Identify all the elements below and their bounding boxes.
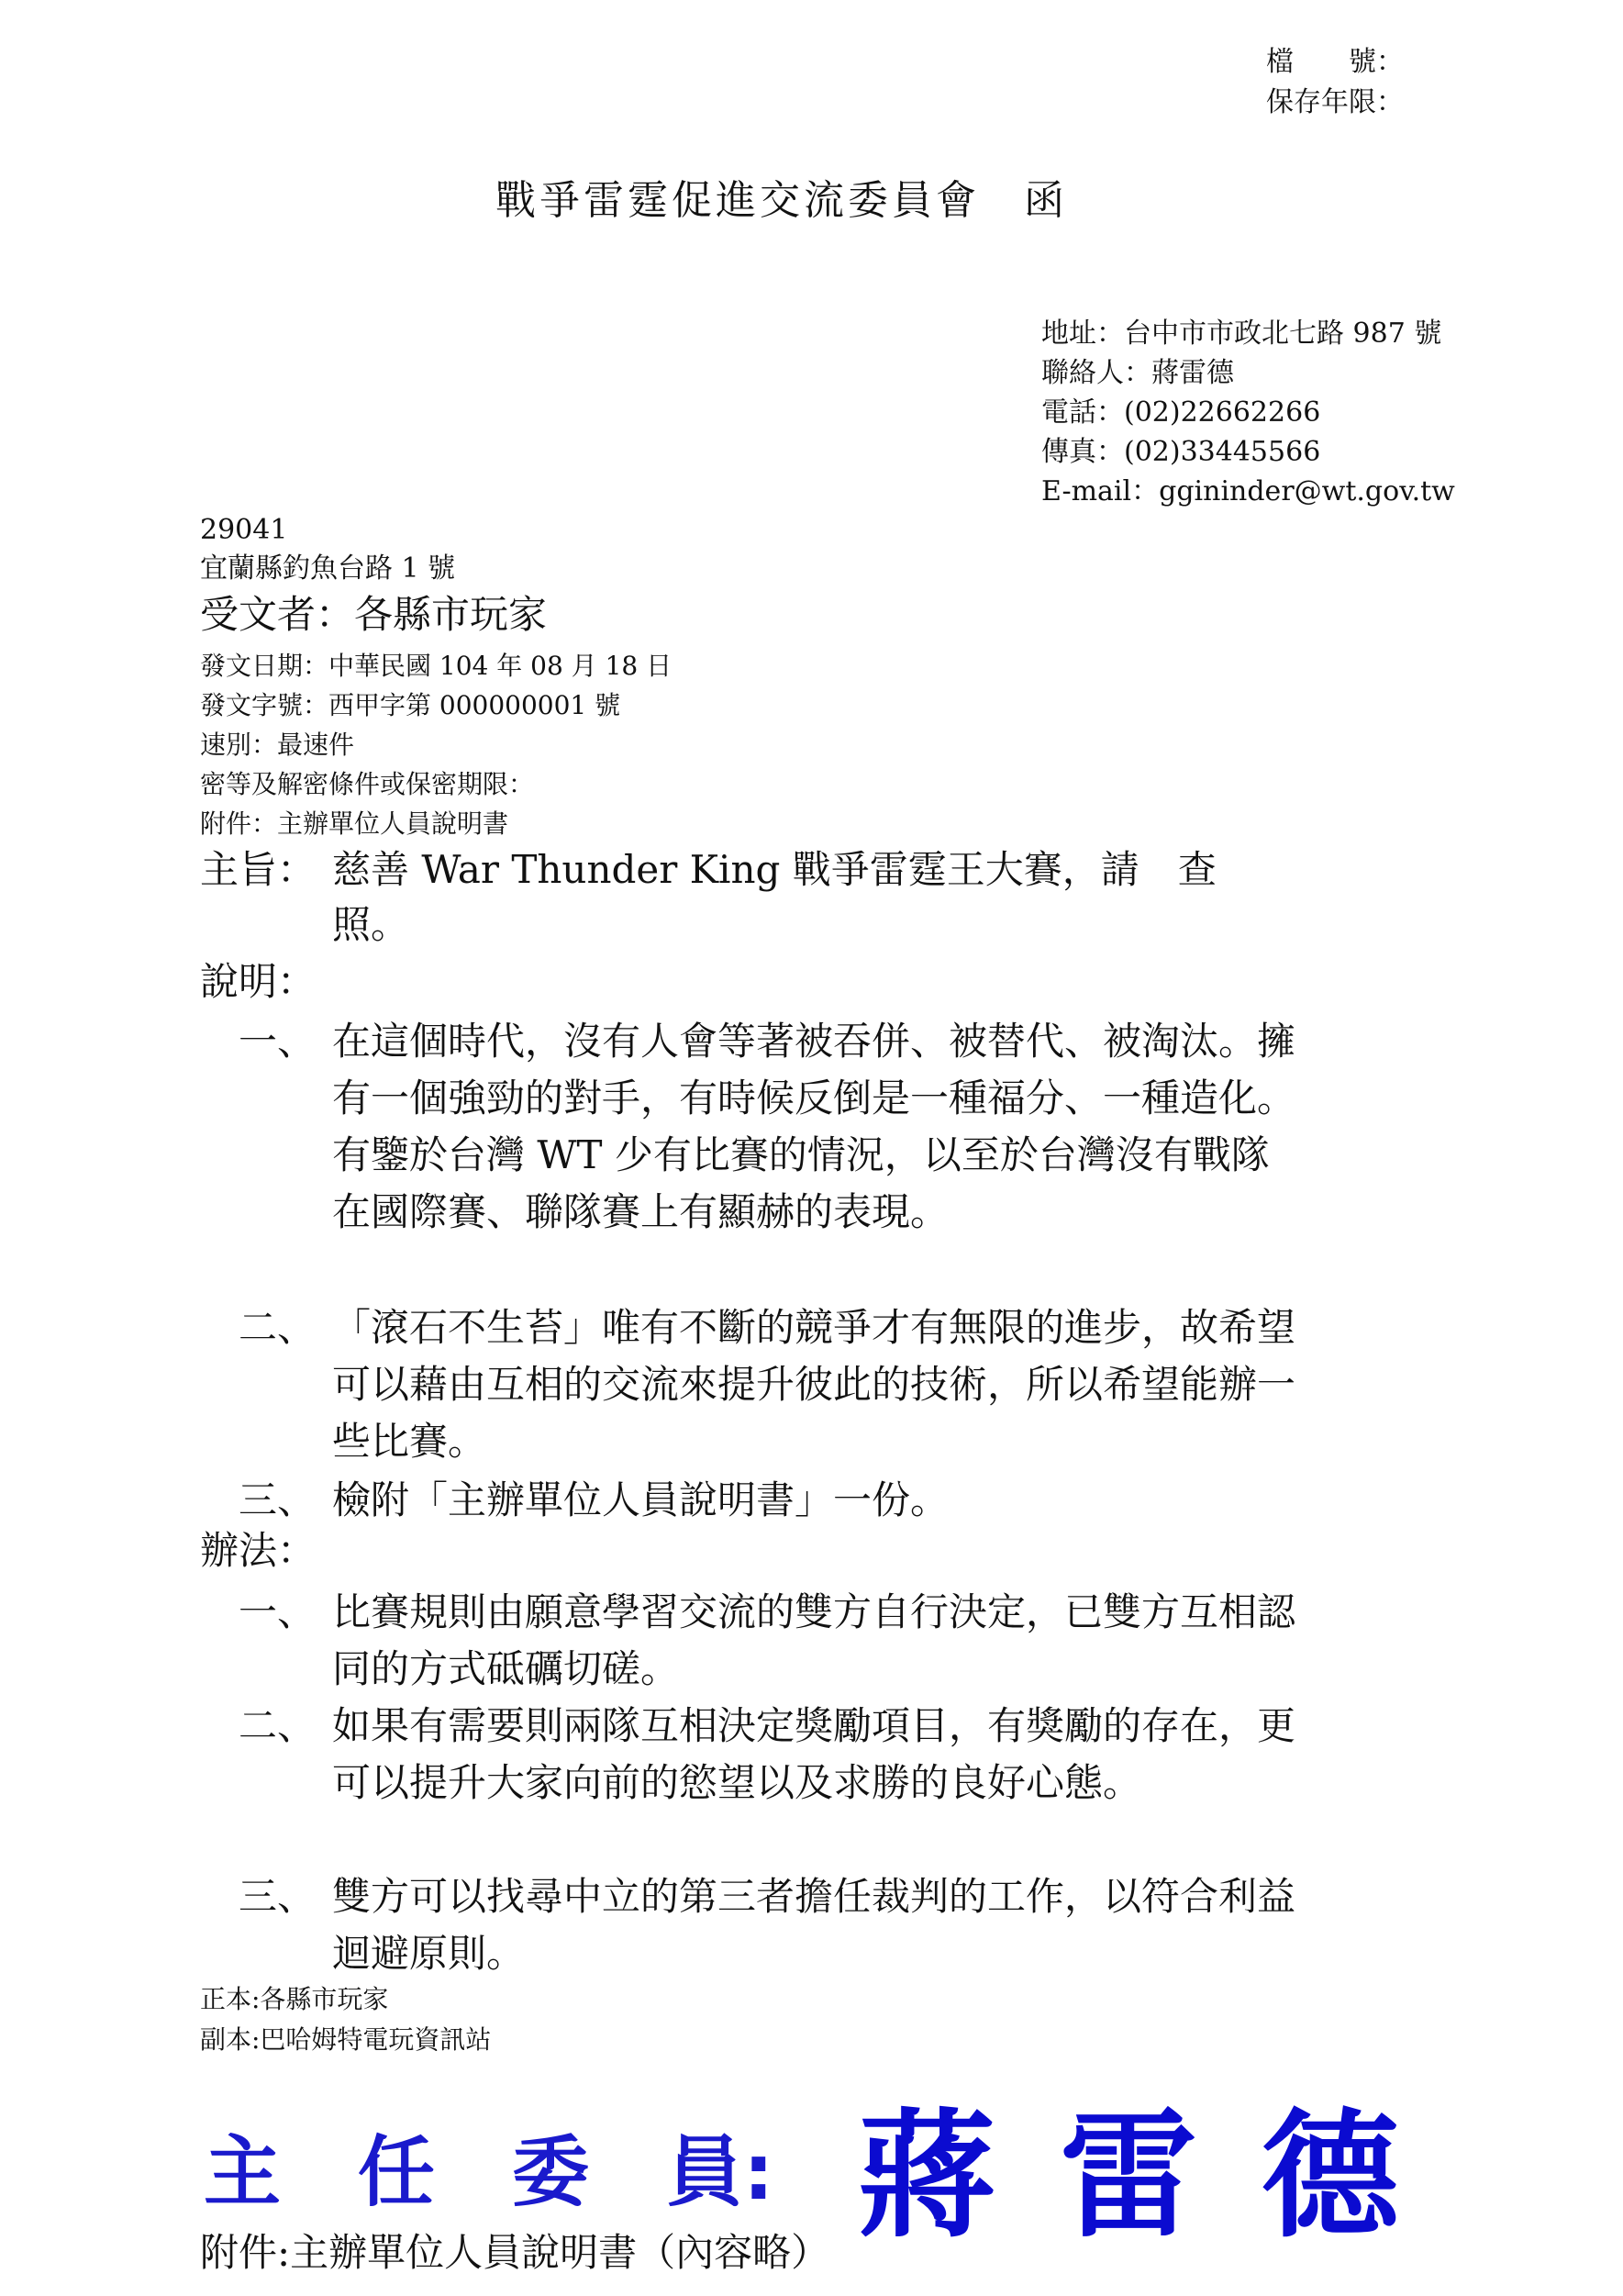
item-text: 檢附「主辦單位人員說明書」一份。 [332,1477,950,1522]
subject-label: 主旨： [200,847,317,892]
footer-attachment: 附件:主辦單位人員說明書（內容略） [200,2230,830,2275]
file-number-label: 檔 號： [1266,46,1404,78]
method-heading: 辦法： [200,1528,317,1573]
document-title: 戰爭雷霆促進交流委員會 函 [495,177,1068,224]
explanation-item-1 [239,1013,1295,1241]
recipient-to: 受文者：各縣市玩家 [200,592,548,637]
item-number: 一、 [239,1019,317,1064]
sender-fax: 傳真：(02)33445566 [1041,436,1321,468]
original-recipient: 正本:各縣市玩家 [200,1984,389,2014]
item-text: 「滾石不生苔」唯有不斷的競爭才有無限的進步，故希望可以藉由互相的交流來提升彼此的技術，所以希望能辦一些比賽。 [332,1305,1296,1464]
signature-name: 蔣雷德 [858,2097,1464,2257]
item-number: 三、 [239,1477,317,1522]
sender-contact: 聯絡人：蔣雷德 [1041,357,1234,389]
item-number: 二、 [239,1703,317,1748]
secrecy-level: 密等及解密條件或保密期限： [200,769,535,799]
item-number: 二、 [239,1305,317,1350]
sender-phone: 電話：(02)22662266 [1041,396,1321,429]
sender-email: E-mail：ggininder@wt.gov.tw [1041,475,1455,507]
issue-date: 發文日期：中華民國 104 年 08 月 18 日 [200,651,673,681]
sender-address: 地址：台中市市政北七路 987 號 [1041,318,1442,350]
explanation-item-2 [239,1299,1295,1470]
method-item-2 [239,1698,1295,1811]
subject-line-1: 慈善 War Thunder King 戰爭雷霆王大賽，請 查 [332,847,1217,892]
item-text: 比賽規則由願意學習交流的雙方自行決定，已雙方互相認同的方式砥礪切磋。 [332,1589,1296,1691]
item-text: 雙方可以找尋中立的第三者擔任裁判的工作，以符合利益迴避原則。 [332,1874,1296,1976]
attachment-line: 附件：主辦單位人員說明書 [200,808,509,839]
method-item-3 [239,1868,1295,1982]
recipient-address: 宜蘭縣釣魚台路 1 號 [200,552,456,585]
subject-line-2: 照。 [332,902,410,947]
document-number: 發文字號：西甲字第 000000001 號 [200,690,621,720]
retention-label: 保存年限： [1266,86,1404,118]
explanation-item-3 [239,1472,1295,1529]
signature-title: 主 任 委 員: [204,2127,774,2217]
copy-recipient: 副本:巴哈姆特電玩資訊站 [200,2024,492,2055]
item-text: 在這個時代，沒有人會等著被吞併、被替代、被淘汰。擁有一個強勁的對手，有時候反倒是一種福分、一種造化。有鑒於台灣 WT 少有比賽的情況，以至於台灣沒有戰隊在國際賽、聯隊賽上有顯赫的表現。 [332,1019,1296,1234]
item-number: 三、 [239,1874,317,1919]
postal-code: 29041 [200,514,288,546]
method-item-1 [239,1584,1295,1698]
item-text: 如果有需要則兩隊互相決定獎勵項目，有獎勵的存在，更可以提升大家向前的慾望以及求勝的良好心態。 [332,1703,1296,1805]
explanation-heading: 說明： [200,959,317,1004]
item-number: 一、 [239,1589,317,1634]
speed-class: 速別：最速件 [200,730,355,760]
